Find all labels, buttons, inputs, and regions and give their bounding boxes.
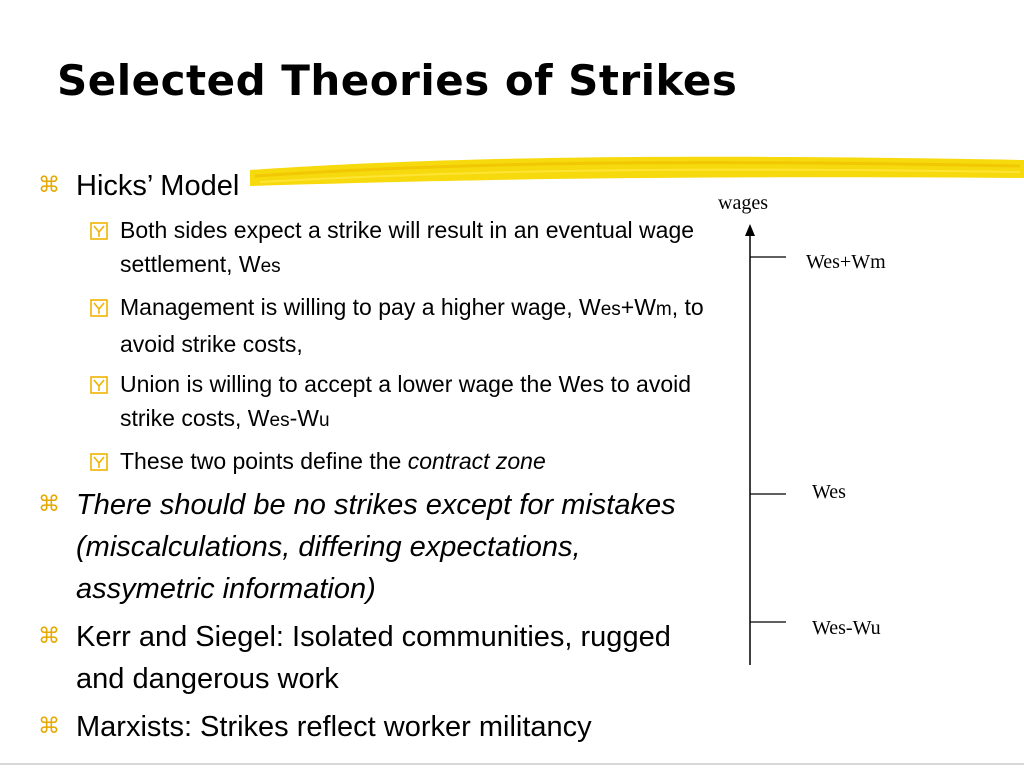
checkbox-y-icon: [90, 299, 108, 317]
bullet-item: [38, 706, 718, 748]
axis-label-wages: wages: [718, 192, 768, 214]
sub-bullet-text: contract zone: [407, 448, 546, 474]
checkbox-y-icon: [90, 376, 108, 394]
wage-diagram: [700, 180, 940, 680]
bullet-text: Hicks’ Model: [76, 170, 240, 202]
sub-bullet-text: Both sides expect a strike will result in an eventual wage settlement, W: [120, 217, 695, 277]
checkbox-y-icon: [90, 222, 108, 240]
slide-title: Selected Theories of Strikes: [57, 56, 738, 105]
subscript-text: es: [260, 256, 281, 277]
sub-bullet-item: [38, 290, 718, 361]
sub-bullet-text: These two points define the: [120, 448, 408, 474]
sub-bullet-text: Union is willing to accept a lower wage the Wes to avoid strike costs, W: [120, 371, 692, 431]
sub-bullet-item: [38, 367, 718, 438]
subscript-text: u: [318, 410, 330, 431]
bullet-item: [38, 616, 718, 700]
bullet-text: Marxists: Strikes reflect worker militancy: [76, 711, 592, 743]
subscript-text: m: [655, 299, 672, 320]
sub-bullet-text: -W: [289, 405, 319, 431]
sub-bullet-item: [38, 213, 718, 284]
command-key-icon: ⌘: [38, 173, 60, 198]
checkbox-y-icon: [90, 453, 108, 471]
tick-label-wes-wu: Wes-Wu: [812, 617, 881, 639]
subscript-text: es: [269, 410, 290, 431]
command-key-icon: ⌘: [38, 492, 60, 517]
bullet-text: Kerr and Siegel: Isolated communities, rugged and dangerous work: [76, 621, 671, 695]
bullet-item: [38, 484, 718, 610]
bullet-list: [38, 165, 718, 754]
tick-label-wes: Wes: [812, 481, 846, 503]
bullet-text: There should be no strikes except for mistakes (miscalculations, differing expectations, assymetric information): [76, 489, 676, 605]
sub-bullet-text: +W: [620, 294, 656, 320]
footer-divider: [0, 763, 1024, 765]
bullet-item: [38, 165, 718, 207]
axis-arrowhead-icon: [745, 224, 755, 236]
tick-label-wes-wm: Wes+Wm: [806, 251, 886, 273]
command-key-icon: ⌘: [38, 624, 60, 649]
command-key-icon: ⌘: [38, 714, 60, 739]
sub-bullet-text: , to avoid strike costs,: [120, 294, 704, 357]
sub-bullet-item: [38, 444, 718, 478]
subscript-text: es: [600, 299, 621, 320]
sub-bullet-text: Management is willing to pay a higher wage, W: [120, 294, 601, 320]
